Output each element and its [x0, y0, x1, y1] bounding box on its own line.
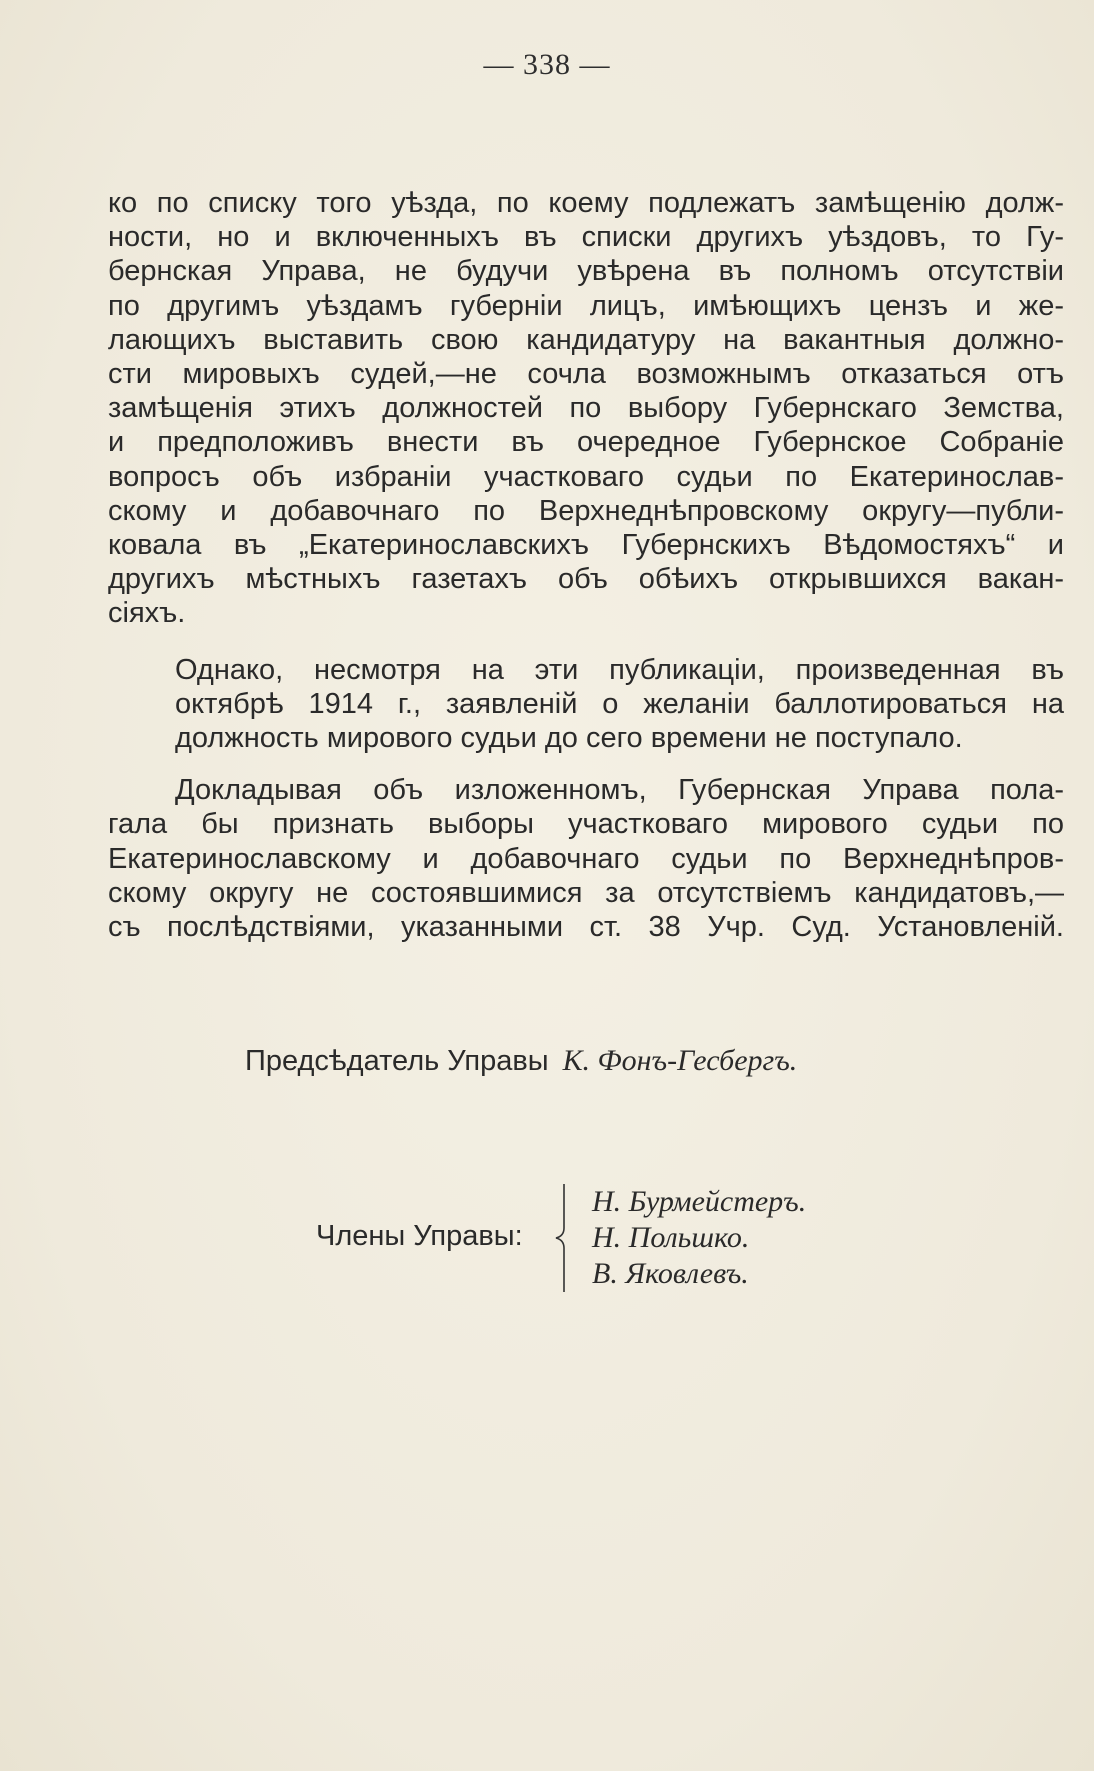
text-line: съ послѣдствіями, указанными ст. 38 Учр. Суд. Установленій. — [108, 911, 1064, 944]
text-line: Однако, несмотря на эти публикаціи, произведенная въ — [175, 653, 1064, 686]
chairman-title: Предсѣдатель Управы — [245, 1045, 549, 1077]
text-line: вопросъ объ избраніи участковаго судьи по Екатеринослав- — [108, 460, 1064, 493]
text-line: бернская Управа, не будучи увѣрена въ полномъ отсутствіи — [108, 255, 1064, 288]
page-number: — 338 — — [483, 48, 611, 81]
text-line: другихъ мѣстныхъ газетахъ объ обѣихъ открывшихся вакан- — [108, 563, 1064, 596]
text-line: и предположивъ внести въ очередное Губернское Собраніе — [108, 426, 1064, 459]
text-line: сти мировыхъ судей,—не сочла возможнымъ отказаться отъ — [108, 358, 1064, 391]
text-line: сіяхъ. — [108, 597, 186, 630]
member-name: Н. Польшко. — [592, 1221, 750, 1254]
brace-icon — [550, 1182, 570, 1294]
paragraph-3 — [108, 773, 1064, 944]
text-line: скому округу не состоявшимися за отсутствіемъ кандидатовъ,— — [108, 876, 1064, 909]
paragraph-2 — [108, 653, 1064, 756]
text-line: замѣщенія этихъ должностей по выбору Губернскаго Земства, — [108, 392, 1064, 425]
text-line: лающихъ выставить свою кандидатуру на вакантныя должно- — [108, 323, 1064, 356]
members-label: Члены Управы: — [316, 1220, 523, 1252]
text-line: гала бы признать выборы участковаго мирового судьи по — [108, 808, 1064, 841]
text-line: Докладывая объ изложенномъ, Губернская Управа пола- — [175, 774, 1064, 807]
text-line: скому и добавочнаго по Верхнеднѣпровскому округу—публи- — [108, 494, 1064, 527]
body-text — [108, 186, 1064, 944]
text-line: должность мирового судьи до сего времени не поступало. — [175, 722, 963, 755]
chairman-signature: К. Фонъ-Гесбергъ. — [562, 1044, 798, 1077]
text-line: ковала въ „Екатеринославскихъ Губернскихъ Вѣдомостяхъ“ и — [108, 529, 1064, 562]
paragraph-1 — [108, 186, 1064, 631]
text-line: Екатеринославскому и добавочнаго судьи по Верхнеднѣпров- — [108, 842, 1064, 875]
text-line: по другимъ уѣздамъ губерніи лицъ, имѣющихъ цензъ и же- — [108, 289, 1064, 322]
chairman-signature-block — [245, 1044, 797, 1078]
text-line: октябрѣ 1914 г., заявленій о желаніи баллотироваться на — [175, 687, 1064, 720]
members-list — [592, 1184, 806, 1292]
text-line: ности, но и включенныхъ въ списки другихъ уѣздовъ, то Гу- — [108, 221, 1064, 254]
member-name: Н. Бурмейстеръ. — [592, 1185, 807, 1218]
member-name: В. Яковлевъ. — [592, 1257, 749, 1290]
text-line: ко по списку того уѣзда, по коему подлежатъ замѣщенію долж- — [108, 187, 1064, 219]
